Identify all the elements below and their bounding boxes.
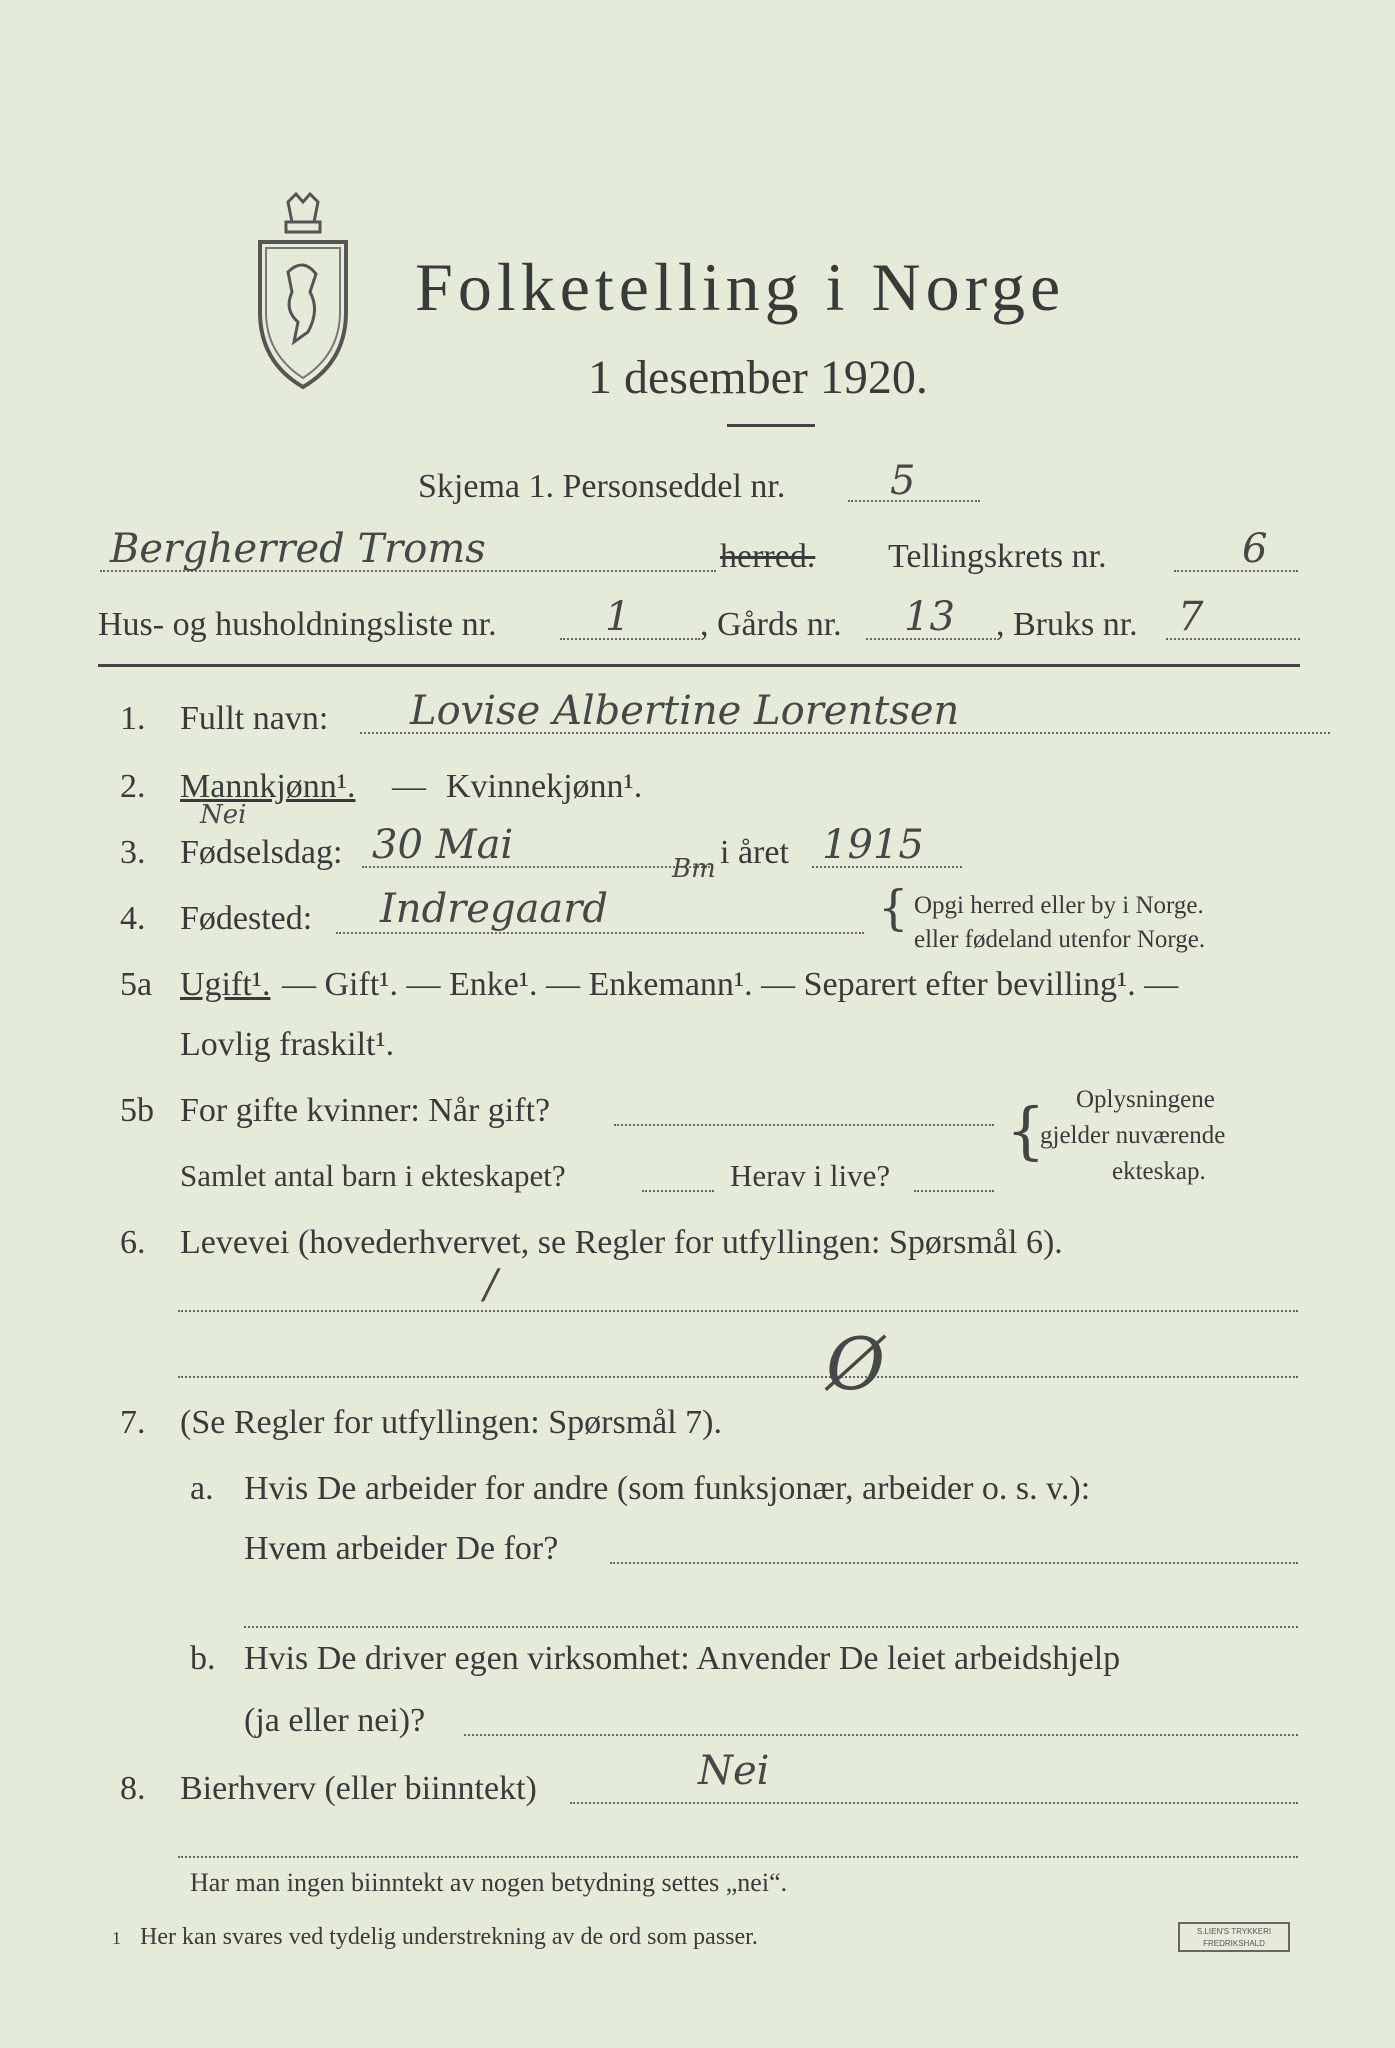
q3-label: Fødselsdag: bbox=[180, 834, 343, 871]
q8-value[interactable]: Nei bbox=[698, 1748, 770, 1794]
form-title: Folketelling i Norge bbox=[415, 249, 1066, 325]
q1-value[interactable]: Lovise Albertine Lorentsen bbox=[410, 688, 960, 734]
q4-hint1: Opgi herred eller by i Norge. bbox=[914, 892, 1204, 919]
q4-note-value: Bm bbox=[672, 854, 716, 884]
q7a-number: a. bbox=[190, 1470, 214, 1507]
q6-line1 bbox=[178, 1310, 1298, 1312]
q5a-line2[interactable]: Lovlig fraskilt¹. bbox=[180, 1026, 395, 1063]
q5b-live-label: Herav i live? bbox=[730, 1158, 891, 1193]
q8-line2 bbox=[178, 1856, 1298, 1858]
q3-year-label: i året bbox=[720, 834, 789, 871]
q7b-line bbox=[464, 1734, 1298, 1736]
q2-kvinne[interactable]: Kvinnekjønn¹. bbox=[446, 768, 643, 805]
stamp-line1: S.LIEN'S TRYKKERI bbox=[1196, 1927, 1272, 1936]
q7b-number: b. bbox=[190, 1640, 216, 1677]
tellingskrets-line bbox=[1174, 570, 1298, 572]
q5b-note2: gjelder nuværende bbox=[1040, 1122, 1226, 1149]
q4-brace: { bbox=[878, 880, 909, 936]
q5a-ugift[interactable]: Ugift¹. bbox=[180, 966, 271, 1003]
q5b-note1: Oplysningene bbox=[1076, 1086, 1215, 1113]
q7-label: (Se Regler for utfyllingen: Spørsmål 7). bbox=[180, 1404, 723, 1441]
footnote-text: Her kan svares ved tydelig understrekning av de ord som passer. bbox=[140, 1924, 758, 1950]
q7a-label2: Hvem arbeider De for? bbox=[244, 1530, 559, 1567]
q3-number: 3. bbox=[120, 834, 146, 871]
q4-label: Fødested: bbox=[180, 900, 313, 937]
herred-label: herred. bbox=[720, 538, 816, 575]
q5b-barn-label: Samlet antal barn i ekteskapet? bbox=[180, 1158, 566, 1193]
personseddel-nr[interactable]: 5 bbox=[890, 458, 916, 504]
schema-label: Skjema 1. Personseddel nr. bbox=[418, 468, 786, 505]
q5b-brace: { bbox=[1006, 1094, 1046, 1167]
q5b-gift-line bbox=[614, 1124, 994, 1126]
q2-mark: Nei bbox=[200, 800, 247, 830]
q7-mark: Ø bbox=[826, 1322, 886, 1406]
q6-label: Levevei (hovederhvervet, se Regler for utfyllingen: Spørsmål 6). bbox=[180, 1224, 1063, 1261]
printer-stamp bbox=[1178, 1922, 1290, 1952]
q4-hint2: eller fødeland utenfor Norge. bbox=[914, 926, 1206, 953]
q7-number: 7. bbox=[120, 1404, 146, 1441]
title-divider bbox=[727, 424, 815, 427]
q7b-label: Hvis De driver egen virksomhet: Anvender De leiet arbeidshjelp bbox=[244, 1640, 1121, 1677]
q8-number: 8. bbox=[120, 1770, 146, 1807]
coat-of-arms-icon bbox=[248, 192, 358, 392]
q6-line2 bbox=[178, 1376, 1298, 1378]
q8-line1 bbox=[570, 1802, 1298, 1804]
hus-nr[interactable]: 1 bbox=[605, 594, 631, 640]
q5b-note3: ekteskap. bbox=[1112, 1158, 1206, 1185]
q5b-number: 5b bbox=[120, 1092, 154, 1129]
q4-number: 4. bbox=[120, 900, 146, 937]
gards-label: , Gårds nr. bbox=[700, 606, 842, 643]
bruks-nr[interactable]: 7 bbox=[1178, 594, 1204, 640]
q2-separator: — bbox=[392, 768, 426, 805]
q7a-label: Hvis De arbeider for andre (som funksjonær, arbeider o. s. v.): bbox=[244, 1470, 1091, 1507]
q6-number: 6. bbox=[120, 1224, 146, 1261]
tellingskrets-nr[interactable]: 6 bbox=[1242, 526, 1268, 572]
q1-label: Fullt navn: bbox=[180, 700, 329, 737]
q4-value[interactable]: Indregaard bbox=[380, 886, 608, 932]
gards-nr[interactable]: 13 bbox=[904, 594, 955, 640]
footer-note: Har man ingen biinntekt av nogen betydning settes „nei“. bbox=[190, 1868, 788, 1897]
q5a-number: 5a bbox=[120, 966, 153, 1003]
herred-value[interactable]: Bergherred Troms bbox=[110, 526, 486, 572]
q1-number: 1. bbox=[120, 700, 146, 737]
q2-number: 2. bbox=[120, 768, 146, 805]
header-rule bbox=[98, 664, 1300, 667]
q5b-live-line bbox=[914, 1190, 994, 1192]
q6-mark: / bbox=[484, 1262, 498, 1308]
q3-year[interactable]: 1915 bbox=[822, 822, 924, 868]
q4-line bbox=[336, 932, 864, 934]
q8-label: Bierhverv (eller biinntekt) bbox=[180, 1770, 537, 1807]
q7b-label2: (ja eller nei)? bbox=[244, 1702, 426, 1739]
q7a-line1 bbox=[610, 1562, 1298, 1564]
form-date: 1 desember 1920. bbox=[588, 351, 928, 404]
stamp-line2: FREDRIKSHALD bbox=[1203, 1939, 1265, 1948]
tellingskrets-label: Tellingskrets nr. bbox=[888, 538, 1107, 575]
q5b-label: For gifte kvinner: Når gift? bbox=[180, 1092, 551, 1129]
q3-value[interactable]: 30 Mai bbox=[372, 822, 514, 868]
hus-label: Hus- og husholdningsliste nr. bbox=[98, 606, 497, 643]
q7a-line2 bbox=[244, 1626, 1298, 1628]
bruks-label: , Bruks nr. bbox=[996, 606, 1138, 643]
q5b-barn-line bbox=[642, 1190, 714, 1192]
q2-mann[interactable]: Mannkjønn¹. bbox=[180, 768, 356, 805]
footnote-number: 1 bbox=[112, 1928, 121, 1948]
q5a-options[interactable]: — Gift¹. — Enke¹. — Enkemann¹. — Separert efter bevilling¹. — bbox=[282, 966, 1179, 1003]
